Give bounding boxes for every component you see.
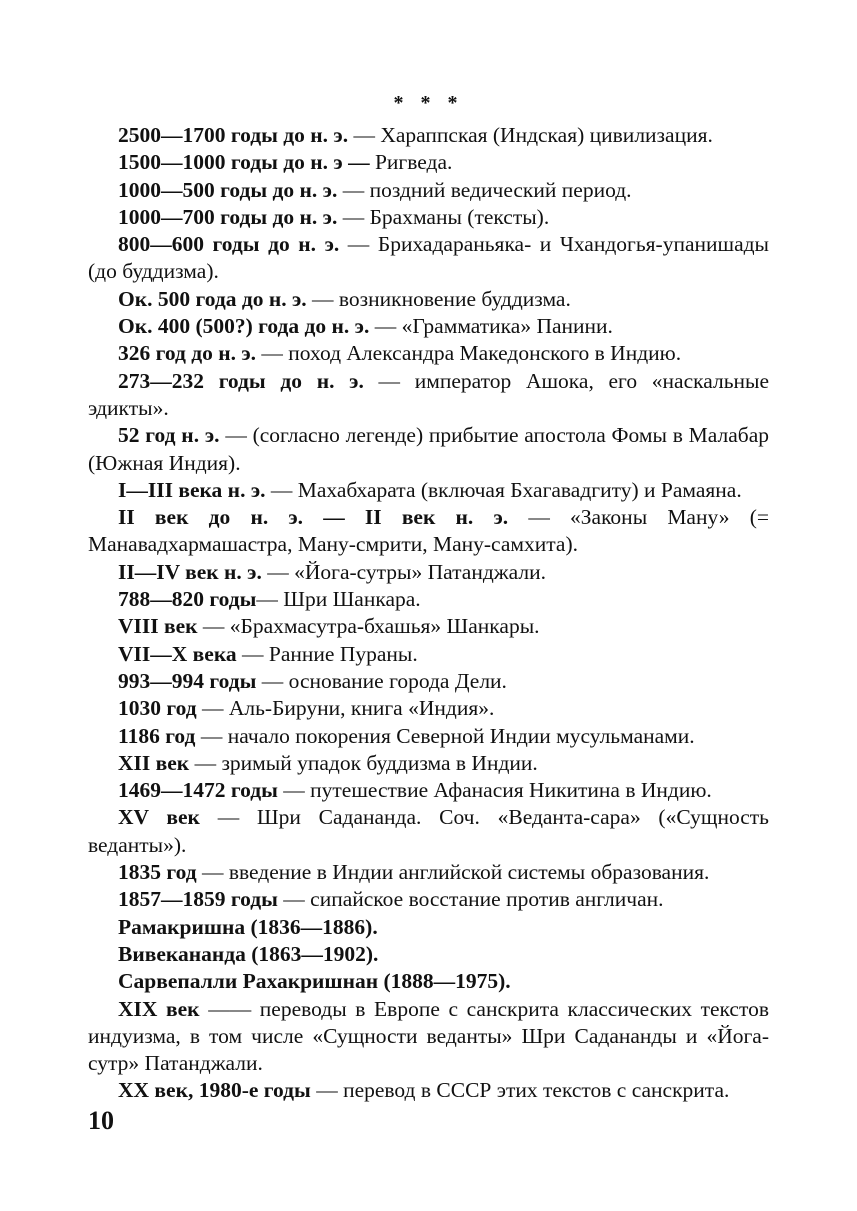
entry-date: 1835 год <box>118 860 197 885</box>
entry-description: Ригведа. <box>369 150 453 175</box>
entry-date: 273—232 годы до н. э. <box>118 368 364 393</box>
chronology-entry <box>88 122 769 149</box>
chronology-entry <box>88 750 769 777</box>
entry-date: VIII век <box>118 614 198 639</box>
entry-date: 1000—500 годы до н. э. <box>118 177 338 202</box>
entry-description: — начало покорения Северной Индии мусульманами. <box>195 723 695 748</box>
chronology-entry <box>88 586 769 613</box>
entry-date: Ок. 500 года до н. э. <box>118 286 307 311</box>
chronology-entry <box>88 777 769 804</box>
entry-date: XX век, 1980-е годы <box>118 1078 311 1103</box>
chronology-entry <box>88 723 769 750</box>
entry-date: II век до н. э. — II век н. э. <box>118 505 509 530</box>
entry-description: — «Йога-сутры» Патанджали. <box>261 559 546 584</box>
entry-description: — Хараппская (Индская) цивилизация. <box>348 123 713 147</box>
chronology-entry <box>88 641 769 668</box>
chronology-entry <box>88 968 769 995</box>
entry-date: XII век <box>118 750 190 775</box>
page-number: 10 <box>88 1106 114 1135</box>
entry-description: — возникновение буддизма. <box>306 286 571 311</box>
entry-description: — Шри Садананда. Соч. «Веданта-сара» («Сущность веданты»). <box>88 805 769 857</box>
entry-date: VII—X века <box>118 641 237 666</box>
chronology-entry <box>88 886 769 913</box>
chronology-entry <box>88 340 769 367</box>
entry-date: Сарвепалли Рахакришнан (1888—1975). <box>118 969 511 994</box>
entry-date: 788—820 годы <box>118 587 257 612</box>
entry-date: 1000—700 годы до н. э. <box>118 204 338 229</box>
chronology-entry <box>88 859 769 886</box>
chronology-entry <box>88 668 769 695</box>
entry-date: 52 год н. э. <box>118 423 220 448</box>
entry-date: XV век <box>118 805 200 830</box>
entry-description: — Брахманы (тексты). <box>337 204 550 229</box>
entry-description: — «Брахмасутра-бхашья» Шанкары. <box>197 614 540 639</box>
entry-date: 800—600 годы до н. э. <box>118 232 340 257</box>
entry-description: — поздний ведический период. <box>337 177 632 202</box>
entry-description: — «Грамматика» Панини. <box>369 314 613 339</box>
chronology-entry <box>88 231 769 286</box>
entry-date: 993—994 годы <box>118 668 257 693</box>
entry-date: I—III века н. э. <box>118 477 266 502</box>
chronology-entry <box>88 804 769 859</box>
entry-description: — сипайское восстание против англичан. <box>277 887 664 912</box>
entry-description: — Ранние Пураны. <box>236 641 418 666</box>
entry-date: Ок. 400 (500?) года до н. э. <box>118 314 370 339</box>
chronology-entry <box>88 149 769 176</box>
entry-date: 1469—1472 годы <box>118 778 278 803</box>
chronology-entry <box>88 286 769 313</box>
entry-description: — Шри Шанкара. <box>256 587 421 612</box>
entry-description: — основание города Дели. <box>256 668 507 693</box>
entry-date: 2500—1700 годы до н. э. <box>118 123 349 147</box>
entry-description: — «Законы Ману» (= Манавадхармашастра, Ману-смрити, Ману-самхита). <box>88 505 769 557</box>
entry-description: — поход Александра Македонского в Индию. <box>256 341 682 366</box>
entry-description: — путешествие Афанасия Никитина в Индию. <box>277 778 712 803</box>
book-page <box>88 88 769 1105</box>
entry-description: — зримый упадок буддизма в Индии. <box>189 750 538 775</box>
entry-date: 326 год до н. э. <box>118 341 257 366</box>
chronology-entry <box>88 422 769 477</box>
entry-description: — император Ашока, его «наскальные эдикты». <box>88 368 769 420</box>
chronology-list <box>88 122 769 1105</box>
entry-description: — (согласно легенде) прибытие апостола Фомы в Малабар (Южная Индия). <box>88 423 769 475</box>
chronology-entry <box>88 504 769 559</box>
chronology-entry <box>88 177 769 204</box>
chronology-entry <box>88 613 769 640</box>
entry-date: 1500—1000 годы до н. э — <box>118 150 370 175</box>
entry-date: 1857—1859 годы <box>118 887 278 912</box>
entry-description: —— переводы в Европе с санскрита классических текстов индуизма, в том числе «Сущности веданты» Шри Садананды и «Йога-сутр» Патанджали. <box>88 996 769 1076</box>
entry-date: Вивекананда (1863—1902). <box>118 941 379 966</box>
chronology-entry <box>88 477 769 504</box>
entry-date: II—IV век н. э. <box>118 559 262 584</box>
chronology-entry <box>88 1077 769 1104</box>
chronology-entry <box>88 313 769 340</box>
chronology-entry <box>88 914 769 941</box>
entry-description: — Махабхарата (включая Бхагавадгиту) и Рамаяна. <box>265 477 742 502</box>
entry-date: Рамакришна (1836—1886). <box>118 914 378 939</box>
entry-date: 1030 год <box>118 696 197 721</box>
chronology-entry <box>88 368 769 423</box>
section-separator: * * * <box>393 92 464 114</box>
chronology-entry <box>88 559 769 586</box>
chronology-entry <box>88 996 769 1078</box>
entry-description: — Брихадараньяка- и Чхандогья-упанишады (до буддизма). <box>88 232 770 284</box>
chronology-entry <box>88 204 769 231</box>
entry-description: — введение в Индии английской системы образования. <box>196 860 710 885</box>
entry-description: — перевод в СССР этих текстов с санскрита. <box>310 1078 730 1103</box>
chronology-entry <box>88 695 769 722</box>
entry-description: — Аль-Бируни, книга «Индия». <box>196 696 495 721</box>
chronology-entry <box>88 941 769 968</box>
entry-date: XIX век <box>118 996 200 1021</box>
entry-date: 1186 год <box>118 723 196 748</box>
